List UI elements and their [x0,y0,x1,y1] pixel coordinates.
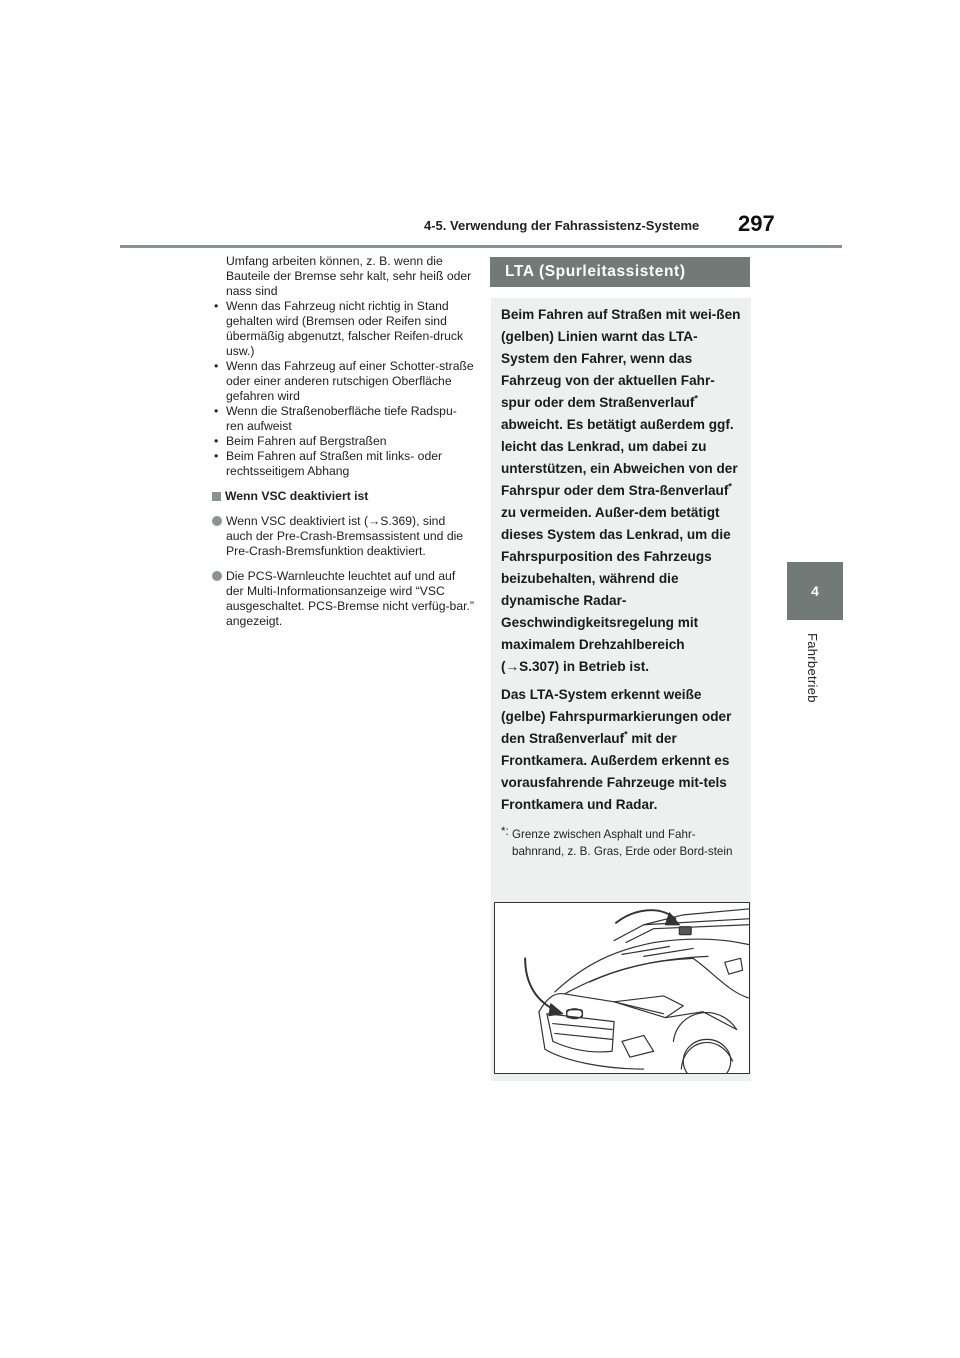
list-item: • Wenn das Fahrzeug auf einer Schotter-straße oder einer anderen rutschigen Oberfläche gefahren wird [212,359,474,404]
footnote-text: Grenze zwischen Asphalt und Fahr-bahnrand, z. B. Gras, Erde oder Bord-stein [512,828,733,858]
footnote-star: * [694,393,698,404]
lta-footnote [501,826,741,860]
list-item: • Wenn die Straßenoberfläche tiefe Radspu-ren aufweist [212,404,474,434]
header-rule [120,245,842,248]
vsc-subheading [212,489,474,504]
vsc-paragraph-1-text: Wenn VSC deaktiviert ist (→S.369), sind auch der Pre-Crash-Bremsassistent und die Pre-Crash-Bremsfunktion deaktiviert. [226,514,464,558]
square-bullet-icon [212,492,221,501]
vsc-paragraph-2-text: Die PCS-Warnleuchte leuchtet auf und auf der Multi-Informationsanzeige wird “VSC ausgeschaltet. PCS-Bremse nicht verfüg-bar.” angezeigt. [226,569,474,628]
circle-bullet-icon [212,571,222,581]
lta-p1-part-a: Beim Fahren auf Straßen mit wei-ßen (gelben) Linien warnt das LTA-System den Fahrer, wenn das Fahrzeug von der aktuellen Fahr-spur oder dem Straßenverlauf [501,307,741,410]
conditions-list [212,299,474,479]
lta-p1-part-c: zu vermeiden. Außer-dem betätigt dieses System das Lenkrad, um die Fahrspurposition des Fahrzeugs beizubehalten, während die dynamische Radar-Geschwindigkeitsregelung mit maximalem Drehzahlbereich (→S.307) in Betrieb ist. [501,505,731,674]
lta-p1-part-b: abweicht. Es betätigt außerdem ggf. leicht das Lenkrad, um dabei zu unterstützen, ein Abweichen von der Fahrspur oder dem Stra-ßenverlauf [501,417,738,498]
lta-paragraph-2 [501,684,741,816]
lta-section-title: LTA (Spurleitassistent) [490,257,750,287]
list-item: • Beim Fahren auf Straßen mit links- oder rechtsseitigem Abhang [212,449,474,479]
lta-p2-part-b: mit der Frontkamera. Außerdem erkennt es vorausfahrende Fahrzeuge mit-tels Frontkamera und Radar. [501,731,730,812]
list-item: • Beim Fahren auf Bergstraßen [212,434,474,449]
footnote-star: * [624,729,628,740]
vsc-subheading-text: Wenn VSC deaktiviert ist [225,489,369,503]
chapter-number: 4 [811,583,819,599]
list-item: • Wenn das Fahrzeug nicht richtig in Stand gehalten wird (Bremsen oder Reifen sind übermäßig abgenutzt, falscher Reifen-druck usw.) [212,299,474,359]
car-front-drawing [495,903,749,1073]
vehicle-sensor-illustration [494,902,750,1074]
vsc-paragraph-2 [212,569,474,629]
chapter-tab [787,562,843,620]
header-section-title: 4-5. Verwendung der Fahrassistenz-Systeme [424,218,700,233]
left-column [212,254,474,639]
vsc-paragraph-1 [212,514,474,559]
footnote-mark: *: [501,825,509,838]
chapter-label: Fahrbetrieb [805,633,820,703]
footnote-star: * [728,481,732,492]
circle-bullet-icon [212,516,222,526]
lta-paragraph-1 [501,304,741,678]
continuation-text: Umfang arbeiten können, z. B. wenn die Bauteile der Bremse sehr kalt, sehr heiß oder nass sind [226,254,472,298]
page-number: 297 [738,211,775,236]
lta-p2-part-a: Das LTA-System erkennt weiße (gelbe) Fahrspurmarkierungen oder den Straßenverlauf [501,687,732,746]
